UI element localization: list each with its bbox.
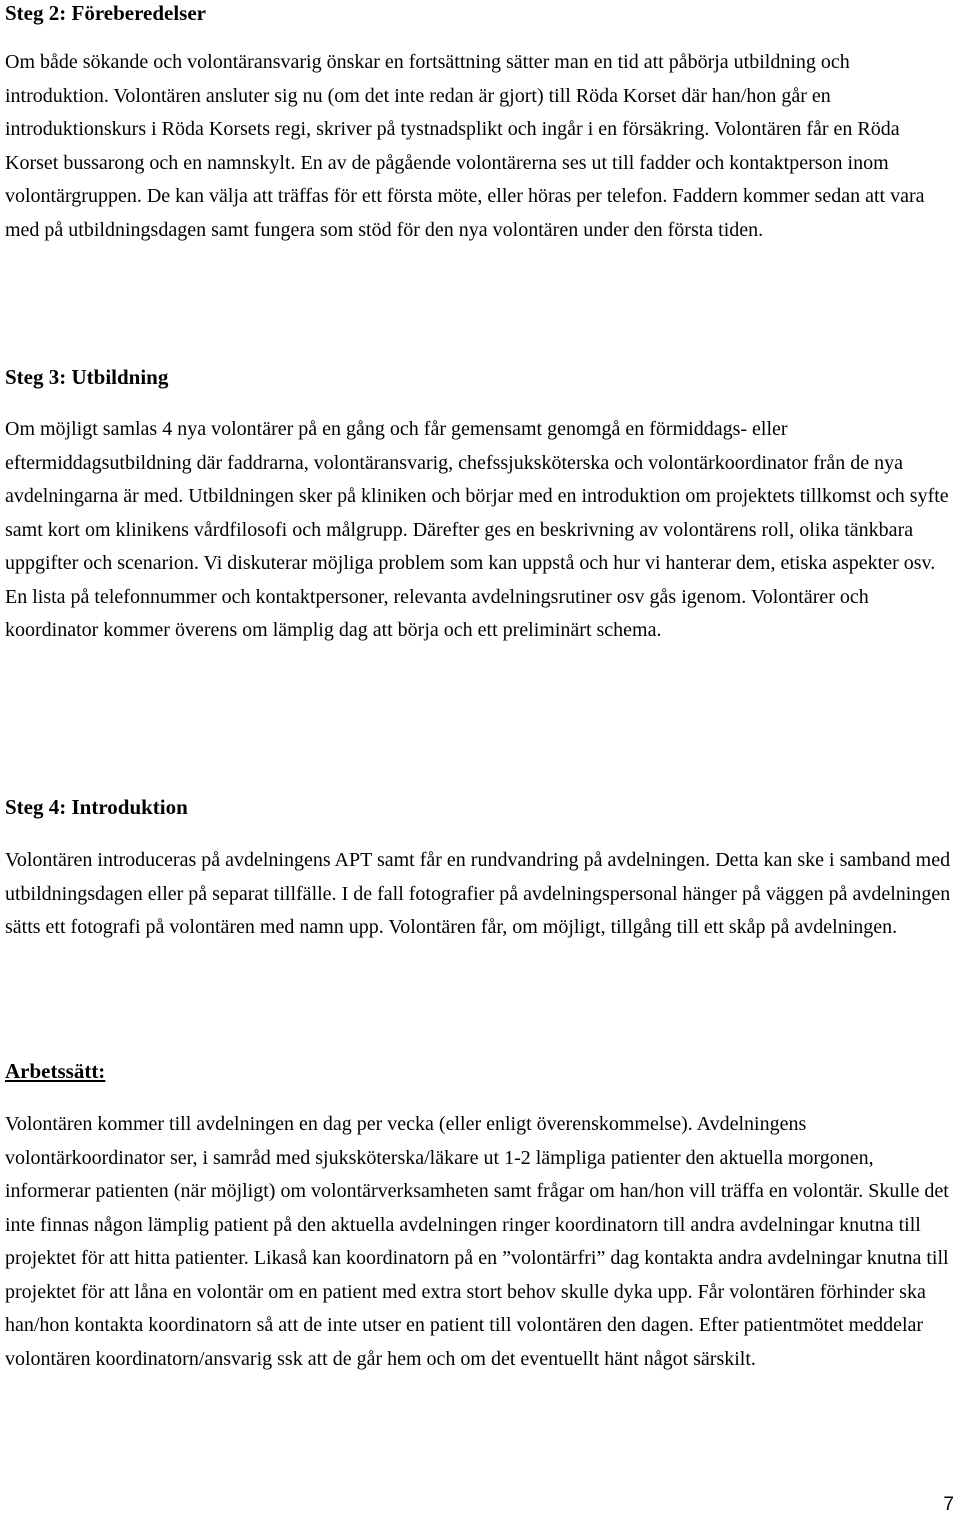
sentence: Likaså kan koordinatorn på en ”volontärfri” dag kontakta andra avdelningar knutna till projektet för att låna en volontär om en patient med extra stort behov skulle dyka upp. (5, 1247, 949, 1303)
section-steg-2 (5, 0, 957, 247)
section-paragraph (5, 1108, 957, 1376)
sentence: Volontärer och koordinator kommer överens om lämplig dag att börja och ett preliminärt schema. (5, 585, 869, 641)
sentence: I de fall fotografier på avdelningspersonal hänger på väggen på avdelningen sätts ett fotografi på volontären med namn upp. (5, 882, 951, 938)
section-paragraph (5, 46, 957, 247)
sentence: Skulle det inte finnas någon lämplig patient på den aktuella avdelningen ringer koordinatorn till andra avdelningar knutna till projektet för att hitta patienter. (5, 1180, 949, 1269)
section-steg-3 (5, 364, 957, 648)
sentence: Utbildningen sker på kliniken och börjar med en introduktion om projektets tillkomst och syfte samt kort om klinikens vårdfilosofi och målgrupp. (5, 485, 949, 541)
section-heading: Steg 3: Utbildning (5, 365, 169, 389)
sentence: De kan välja att träffas för ett första möte, eller höras per telefon. (146, 185, 668, 207)
sentence: Vi diskuterar möjliga problem som kan uppstå och hur vi hanterar dem, etiska aspekter osv. (203, 552, 936, 574)
sentence: Efter patientmötet meddelar volontären koordinatorn/ansvarig ssk att de går hem och om det eventuellt hänt något särskilt. (5, 1314, 924, 1370)
page-number: 7 (943, 1494, 954, 1515)
sentence: Avdelningens volontärkoordinator ser, i samråd med sjuksköterska/läkare ut 1-2 lämpliga patienter den aktuella morgonen, informerar patienten (när möjligt) om volontärverksamheten samt frågar om han/hon vill träffa en volontär. (5, 1113, 874, 1202)
sentence: Volontären ansluter sig nu (om det inte redan är gjort) till Röda Korset där han/hon går en introduktionskurs i Röda Korsets regi, skriver på tystnadsplikt och ingår i en försäkring. (5, 84, 831, 140)
sentence: En lista på telefonnummer och kontaktpersoner, relevanta avdelningsrutiner osv gås igenom. (5, 585, 747, 608)
section-heading: Steg 4: Introduktion (5, 795, 188, 819)
sentence: Därefter ges en beskrivning av volontärens roll, olika tänkbara uppgifter och scenarion. (5, 518, 914, 574)
sentence: Volontären får, om möjligt, tillgång till ett skåp på avdelningen. (388, 916, 898, 938)
sentence: Volontären får en Röda Korset bussarong och en namnskylt. (5, 118, 900, 174)
section-heading: Steg 2: Föreberedelser (5, 1, 206, 25)
sentence: Faddern kommer sedan att vara med på utbildningsdagen samt fungera som stöd för den nya volontären under den första tiden. (5, 185, 925, 241)
section-paragraph (5, 844, 957, 945)
section-arbetssatt (5, 1058, 957, 1376)
sentence: Får volontären förhinder ska han/hon kontakta koordinatorn så att de inte utser en patient till volontären den dagen. (5, 1280, 926, 1336)
sentence: Om både sökande och volontäransvarig önskar en fortsättning sätter man en tid att påbörja utbildning och introduktion. (5, 51, 850, 107)
section-heading: Arbetssätt: (5, 1059, 106, 1083)
sentence: En av de pågående volontärerna ses ut till fadder och kontaktperson inom volontärgruppen. (5, 151, 889, 207)
sentence: Om möjligt samlas 4 nya volontärer på en gång och får gemensamt genomgå en förmiddags- eller eftermiddagsutbildning där faddrarna, volontäransvarig, chefssjuksköterska och volontärkoordinator från de nya avdelningarna är med. (5, 418, 904, 507)
sentence: Volontären kommer till avdelningen en dag per vecka (eller enligt överenskommelse). (5, 1113, 693, 1135)
sentence: Volontären introduceras på avdelningens APT samt får en rundvandring på avdelningen. (5, 849, 711, 871)
section-paragraph (5, 413, 957, 648)
sentence: Detta kan ske i samband med utbildningsdagen eller på separat tillfälle. (5, 849, 951, 905)
section-steg-4 (5, 794, 957, 945)
